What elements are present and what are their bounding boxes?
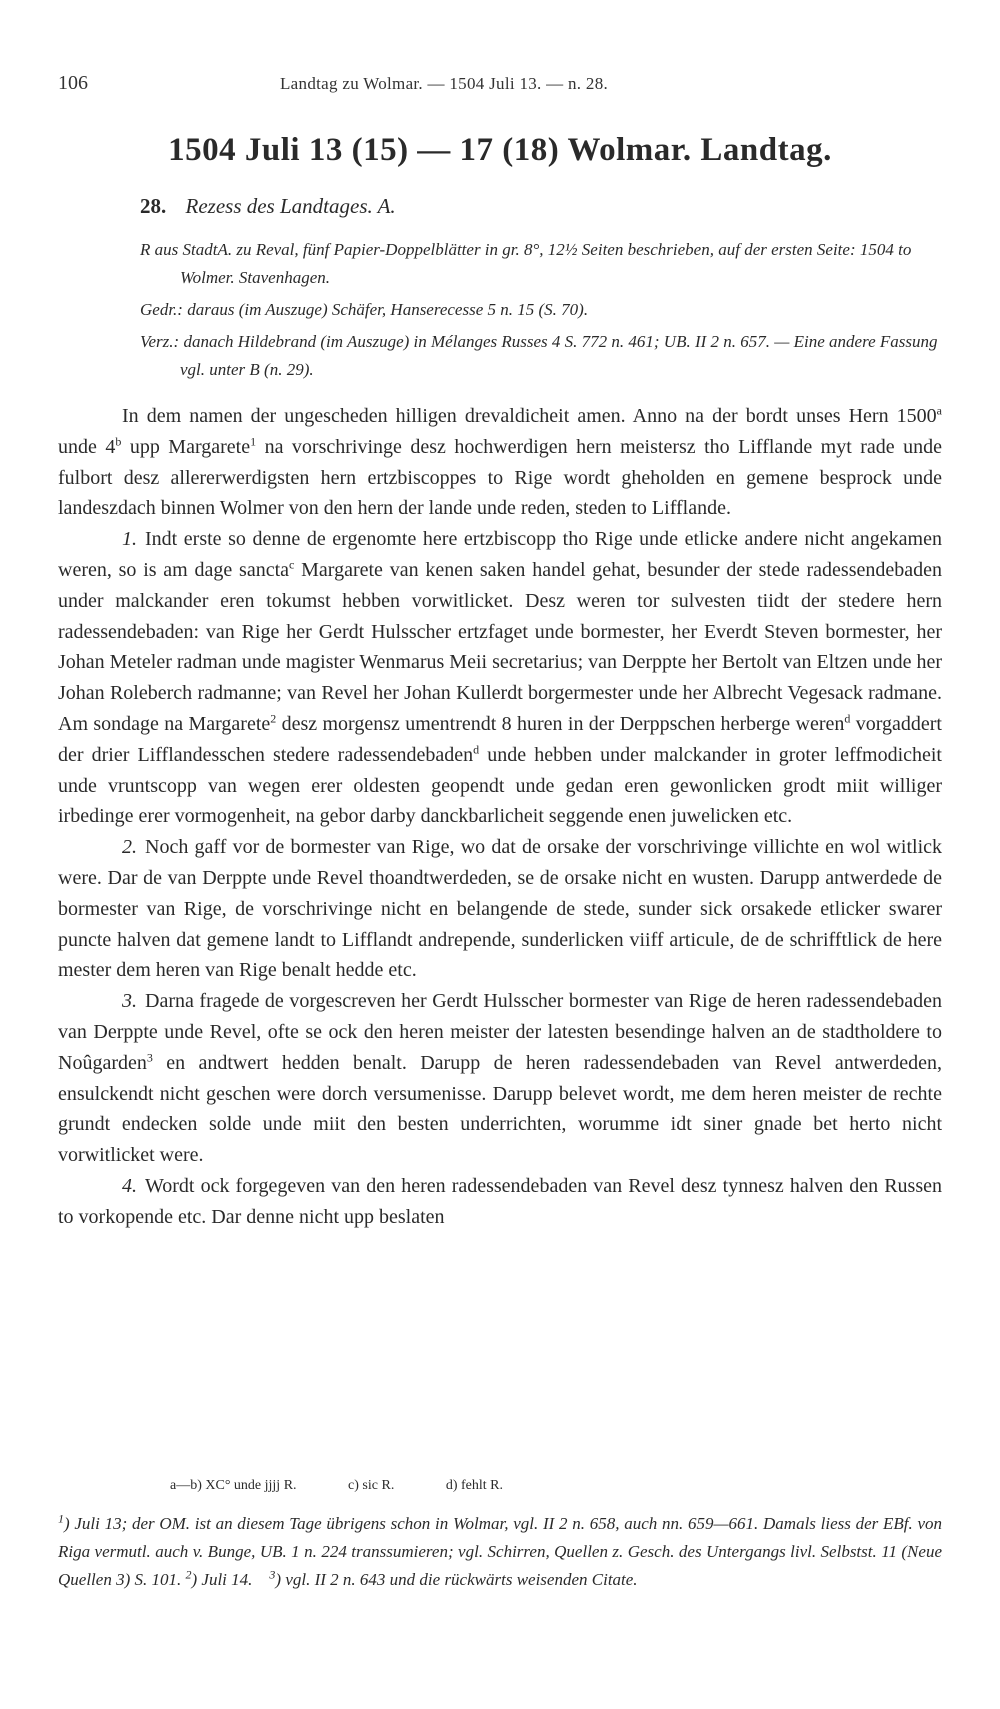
source-note: R aus StadtA. zu Reval, fünf Papier-Doppelblätter in gr. 8°, 12½ Seiten beschrieben, auf der ersten Seite: 1504 to Wolmer. Stavenhagen. — [140, 240, 912, 287]
apparatus-note: a—b) XC° unde jjjj R. — [170, 1478, 297, 1493]
paragraph-preamble: In dem namen der ungescheden hilligen drevaldicheit amen. Anno na der bordt unses Hern 1500$^a$ unde 4$^b$ upp Margarete$^1$ na vorschrivinge desz hochwerdigen hern meistersz tho Lifflande myt rade unde fulbort desz allererwerdigsten hern ertzbiscoppes to Rige wordt gheholden en gemene besprock unde landeszdach binnen Wolmer von den hern der lande unde reden, steden to Lifflande. — [58, 403, 942, 520]
section-number: 2. — [122, 836, 137, 859]
source-note: Verz.: danach Hildebrand (im Auszuge) in Mélanges Russes 4 S. 772 n. 461; UB. II 2 n. 657. — Eine andere Fassung vgl. unter B (n. 29). — [140, 332, 938, 379]
section-number: 3. — [122, 990, 137, 1013]
paragraph-3: 3. Darna fragede de vorgescreven her Gerdt Hulsscher bormester van Rige de heren radessendebaden van Derppte unde Revel, ofte se ock den heren meister der latesten besendinge halven an de stadtholdere to Noûgarden$^3$ en andtwert hedden benalt. Darupp de heren radessendebaden van Revel antwerdeden, ensulckendt nicht geschen were dorch versumenisse. Darupp belevet wordt, me dem heren meister de rechte grundt endecken solde unde miit den besten underrichten, worumme idt siner gnade bet herto nicht vorwitlicket were. — [58, 990, 942, 1167]
section-title: 1504 Juli 13 (15) — 17 (18) Wolmar. Landtag. — [168, 132, 832, 168]
apparatus-note: d) fehlt R. — [445, 1478, 503, 1493]
running-header — [58, 72, 718, 95]
entry-heading — [140, 194, 396, 219]
main-text — [58, 401, 942, 1233]
section-number: 1. — [122, 528, 137, 551]
paragraph-2: 2. Noch gaff vor de bormester van Rige, wo dat de orsake der vorschrivinge villichte en wol witlick were. Dar de van Derppte unde Revel thoandtwerdeden, se de orsake nicht en wusten. Darupp antwerdede de bormester van Rige, de vorschrivinge nicht en belangende de stede, sunder sick orsakede etlicker swarer puncte halven dat gemene landt to Lifflandt andrepende, sunderlicken viiff articule, de de schrifftlick de here mester dem heren van Rige benalt hedde etc. — [58, 836, 942, 982]
running-title: Landtag zu Wolmar. — 1504 Juli 13. — n. 28. — [280, 74, 609, 93]
critical-apparatus — [170, 1478, 950, 1494]
entry-number: 28. — [140, 194, 167, 218]
footnote: $^1$) Juli 13; der OM. ist an diesem Tage übrigens schon in Wolmar, vgl. II 2 n. 658, auch nn. 659—661. Damals liess der EBf. von Riga vermutl. auch v. Bunge, UB. 1 n. 224 transsumieren; vgl. Schirren, Quellen z. Gesch. des Untergangs livl. Selbstst. 11 (Neue Quellen 3) S. 101. $^2$) Juli 14. $^3$) vgl. II 2 n. 643 und die rückwärts weisenden Citate. — [58, 1511, 942, 1589]
source-notes — [140, 236, 940, 384]
paragraph-1: 1. Indt erste so denne de ergenomte here ertzbiscopp tho Rige unde etlicke andere nicht angekamen weren, so is am dage sancta$^c$ Margarete van kenen saken handel gehat, besunder der stede radessendebaden under malckander eren tokumst hebben vorwitlicket. Desz weren tor sulvesten tiidt der stedere hern radessendebaden: van Rige her Gerdt Hulsscher ertzfaget unde bormester, her Everdt Steven bormester, her Johan Meteler radman unde magister Wenmarus Meii secretarius; van Derppte her Bertolt van Eltzen unde her Johan Roleberch radmanne; van Revel her Johan Kullerdt borgermester unde her Albrecht Vegesack radmane. Am sondage na Margarete$^2$ desz morgensz umentrendt 8 huren in der Derppschen herberge weren$^d$ vorgaddert der drier Lifflandesschen stedere radessendebaden$^d$ unde hebben under malckander in groter leffmodicheit unde vruntscopp van wegen erer oldesten geopendt unde gedan eren gewonlicken grodt miit williger irbedinge erer vormogenheit, na gebor darby danckbarlicheit seggende enen juwelicken etc. — [58, 528, 942, 828]
section-number: 4. — [122, 1174, 137, 1197]
source-note: Gedr.: daraus (im Auszuge) Schäfer, Hanserecesse 5 n. 15 (S. 70). — [140, 300, 589, 319]
paragraph-4: 4. Wordt ock forgegeven van den heren radessendebaden van Revel desz tynnesz halven den Russen to vorkopende etc. Dar denne nicht upp beslaten — [58, 1174, 942, 1228]
page-number: 106 — [58, 72, 88, 94]
apparatus-note: c) sic R. — [348, 1478, 395, 1493]
entry-title: Rezess des Landtages. A. — [185, 194, 396, 218]
footnotes — [58, 1510, 942, 1594]
